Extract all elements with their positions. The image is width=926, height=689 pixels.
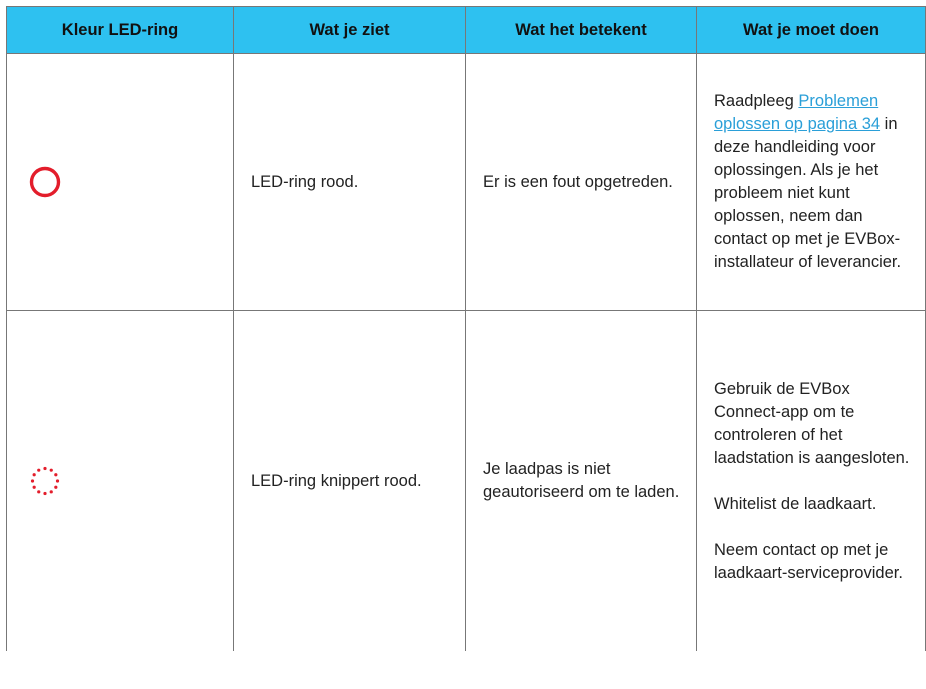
- led-ring-solid-red-icon: [28, 165, 62, 199]
- what-you-see-cell: LED-ring rood.: [234, 54, 466, 311]
- what-you-see-cell: LED-ring knippert rood.: [234, 311, 466, 652]
- column-header-what-to-do: Wat je moet doen: [697, 7, 926, 54]
- what-it-means-cell: Er is een fout opgetreden.: [466, 54, 697, 311]
- what-to-do-cell: [697, 311, 926, 652]
- action-paragraph: Whitelist de laadkaart.: [714, 494, 877, 513]
- column-header-what-it-means: Wat het betekent: [466, 7, 697, 54]
- column-header-what-you-see: Wat je ziet: [234, 7, 466, 54]
- action-text-prefix: Raadpleeg: [714, 92, 799, 110]
- led-color-cell: [7, 311, 234, 652]
- led-color-cell: [7, 54, 234, 311]
- action-paragraph: Gebruik de EVBox Connect-app om te controleren of het laadstation is aangesloten.: [714, 379, 910, 467]
- table-row: [7, 54, 926, 311]
- action-paragraph: Neem contact op met je laadkaart-serviceprovider.: [714, 540, 903, 582]
- what-to-do-cell: [697, 54, 926, 311]
- table-header-row: [7, 7, 926, 54]
- table-row: [7, 311, 926, 652]
- led-ring-blinking-red-icon: [28, 464, 62, 498]
- action-text-suffix: in deze handleiding voor oplossingen. Als je het probleem niet kunt oplossen, neem dan contact op met je EVBox-installateur of leverancier.: [714, 115, 902, 271]
- troubleshooting-page-link[interactable]: Problemen oplossen op pagina 34: [714, 92, 881, 133]
- led-status-table: [6, 6, 926, 651]
- what-it-means-cell: Je laadpas is niet geautoriseerd om te laden.: [466, 311, 697, 652]
- column-header-led-color: Kleur LED-ring: [7, 7, 234, 54]
